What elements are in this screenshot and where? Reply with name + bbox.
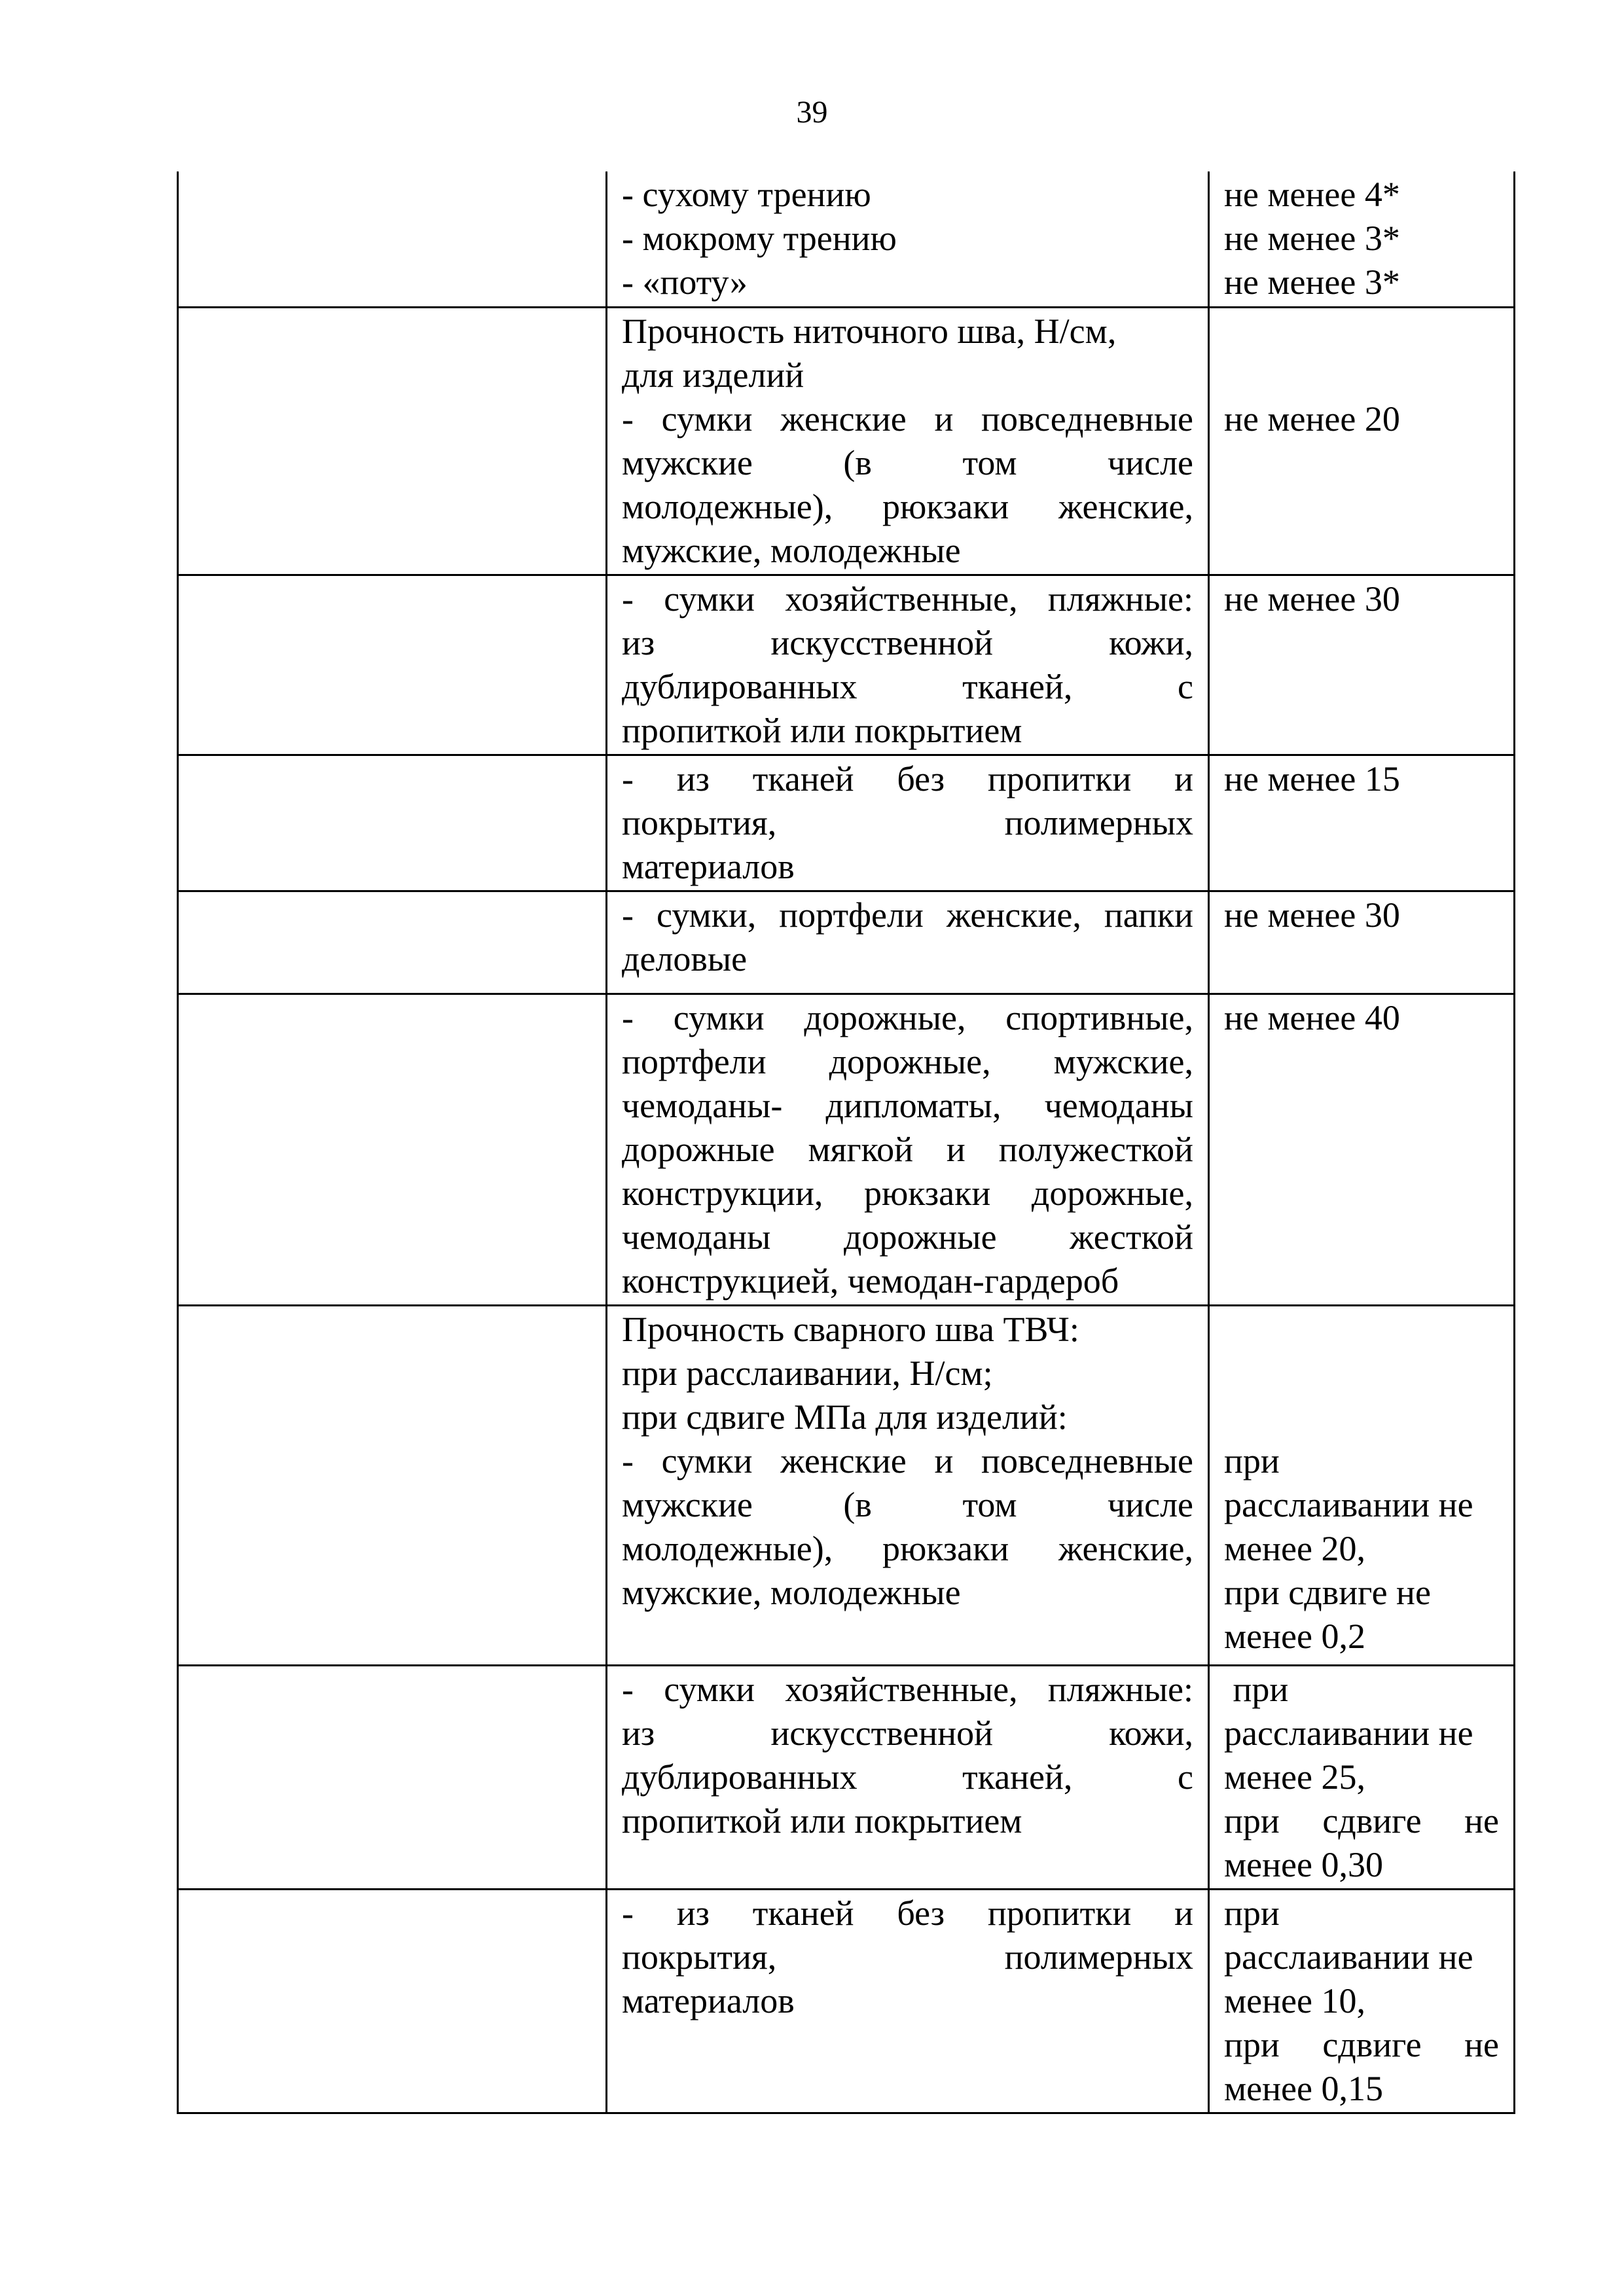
- index-cell: [178, 994, 607, 1305]
- description-line: молодежные), рюкзаки женские,: [622, 1528, 1193, 1568]
- value-cell: [1209, 755, 1515, 891]
- table-row: [178, 1665, 1515, 1889]
- description-line: - сумки женские и повседневные: [622, 399, 1193, 439]
- value-cell: [1209, 891, 1515, 994]
- value-line: при: [1224, 1893, 1280, 1933]
- index-cell: [178, 1889, 607, 2113]
- description-line: - сумки дорожные, спортивные,: [622, 997, 1193, 1037]
- value-line: не менее 30: [1224, 895, 1400, 935]
- description-line: для изделий: [622, 355, 804, 395]
- description-line: из искусственной кожи,: [622, 1713, 1193, 1753]
- value-line: расслаивании не: [1224, 1713, 1473, 1753]
- table-row: [178, 1889, 1515, 2113]
- value-line: при сдвиге не: [1224, 1572, 1431, 1612]
- table-row: [178, 575, 1515, 755]
- description-line: материалов: [622, 1981, 795, 2020]
- description-line: - сумки женские и повседневные: [622, 1441, 1193, 1480]
- description-line: при сдвиге МПа для изделий:: [622, 1397, 1068, 1437]
- value-line: менее 25,: [1224, 1757, 1365, 1797]
- description-line: пропиткой или покрытием: [622, 1801, 1022, 1840]
- description-line: мужские, молодежные: [622, 1572, 961, 1612]
- description-cell: [607, 1889, 1209, 2113]
- value-cell: [1209, 1665, 1515, 1889]
- description-line: - сумки хозяйственные, пляжные:: [622, 1669, 1193, 1709]
- value-line: менее 0,30: [1224, 1844, 1383, 1884]
- spacer: [1224, 310, 1499, 397]
- description-line: деловые: [622, 939, 748, 978]
- value-line: расслаивании не: [1224, 1484, 1473, 1524]
- value-cell: [1209, 994, 1515, 1305]
- description-line: покрытия, полимерных: [622, 802, 1193, 842]
- index-cell: [178, 307, 607, 575]
- description-line: мужские (в том числе: [622, 1484, 1193, 1524]
- description-cell: [607, 994, 1209, 1305]
- index-cell: [178, 575, 607, 755]
- table-row: [178, 994, 1515, 1305]
- description-line: конструкции, рюкзаки дорожные,: [622, 1173, 1193, 1213]
- value-line: менее 0,15: [1224, 2068, 1383, 2108]
- index-cell: [178, 1305, 607, 1665]
- description-line: портфели дорожные, мужские,: [622, 1041, 1193, 1081]
- value-line: при сдвиге не: [1224, 2024, 1499, 2064]
- description-line: покрытия, полимерных: [622, 1937, 1193, 1977]
- value-cell: [1209, 1889, 1515, 2113]
- description-line: Прочность ниточного шва, Н/см,: [622, 311, 1117, 351]
- description-line: при расслаивании, Н/см;: [622, 1353, 993, 1393]
- value-cell: [1209, 307, 1515, 575]
- value-line: при сдвиге не: [1224, 1801, 1499, 1840]
- value-line: не менее 15: [1224, 759, 1400, 798]
- description-line: чемоданы- дипломаты, чемоданы: [622, 1085, 1193, 1125]
- description-line: дорожные мягкой и полужесткой: [622, 1129, 1193, 1169]
- description-cell: [607, 171, 1209, 307]
- index-cell: [178, 891, 607, 994]
- description-line: материалов: [622, 846, 795, 886]
- description-cell: [607, 755, 1209, 891]
- value-line: менее 10,: [1224, 1981, 1365, 2020]
- value-line: не менее 40: [1224, 997, 1400, 1037]
- value-cell: [1209, 171, 1515, 307]
- description-line: - сумки, портфели женские, папки: [622, 895, 1193, 935]
- description-cell: [607, 575, 1209, 755]
- value-line: при: [1224, 1669, 1289, 1709]
- value-line: расслаивании не: [1224, 1937, 1473, 1977]
- description-line: - «поту»: [622, 262, 748, 302]
- table-row: [178, 171, 1515, 307]
- page-number: 39: [796, 95, 828, 130]
- spacer: [1224, 1308, 1499, 1439]
- table-row: [178, 307, 1515, 575]
- description-line: дублированных тканей, с: [622, 1757, 1193, 1797]
- description-cell: [607, 1305, 1209, 1665]
- value-cell: [1209, 575, 1515, 755]
- index-cell: [178, 755, 607, 891]
- value-line: не менее 3*: [1224, 262, 1400, 302]
- value-line: не менее 20: [1224, 399, 1400, 439]
- description-line: - сухому трению: [622, 175, 871, 214]
- description-cell: [607, 1665, 1209, 1889]
- description-line: Прочность сварного шва ТВЧ:: [622, 1309, 1079, 1349]
- description-line: пропиткой или покрытием: [622, 710, 1022, 750]
- description-line: мужские (в том числе: [622, 442, 1193, 482]
- index-cell: [178, 171, 607, 307]
- description-cell: [607, 891, 1209, 994]
- description-line: - из тканей без пропитки и: [622, 759, 1193, 798]
- index-cell: [178, 1665, 607, 1889]
- value-line: не менее 4*: [1224, 175, 1400, 214]
- table-row: [178, 1305, 1515, 1665]
- description-line: конструкцией, чемодан-гардероб: [622, 1261, 1119, 1300]
- description-line: - из тканей без пропитки и: [622, 1893, 1193, 1933]
- table-row: [178, 755, 1515, 891]
- value-line: при: [1224, 1441, 1280, 1480]
- description-line: - мокрому трению: [622, 219, 897, 258]
- value-line: менее 20,: [1224, 1528, 1365, 1568]
- value-line: менее 0,2: [1224, 1616, 1365, 1656]
- requirements-table: [177, 171, 1515, 2114]
- value-line: не менее 30: [1224, 579, 1400, 619]
- description-cell: [607, 307, 1209, 575]
- table-row: [178, 891, 1515, 994]
- description-line: из искусственной кожи,: [622, 622, 1193, 662]
- description-line: молодежные), рюкзаки женские,: [622, 486, 1193, 526]
- description-line: мужские, молодежные: [622, 530, 961, 570]
- value-cell: [1209, 1305, 1515, 1665]
- value-line: не менее 3*: [1224, 219, 1400, 258]
- description-line: - сумки хозяйственные, пляжные:: [622, 579, 1193, 619]
- description-line: дублированных тканей, с: [622, 666, 1193, 706]
- description-line: чемоданы дорожные жесткой: [622, 1217, 1193, 1257]
